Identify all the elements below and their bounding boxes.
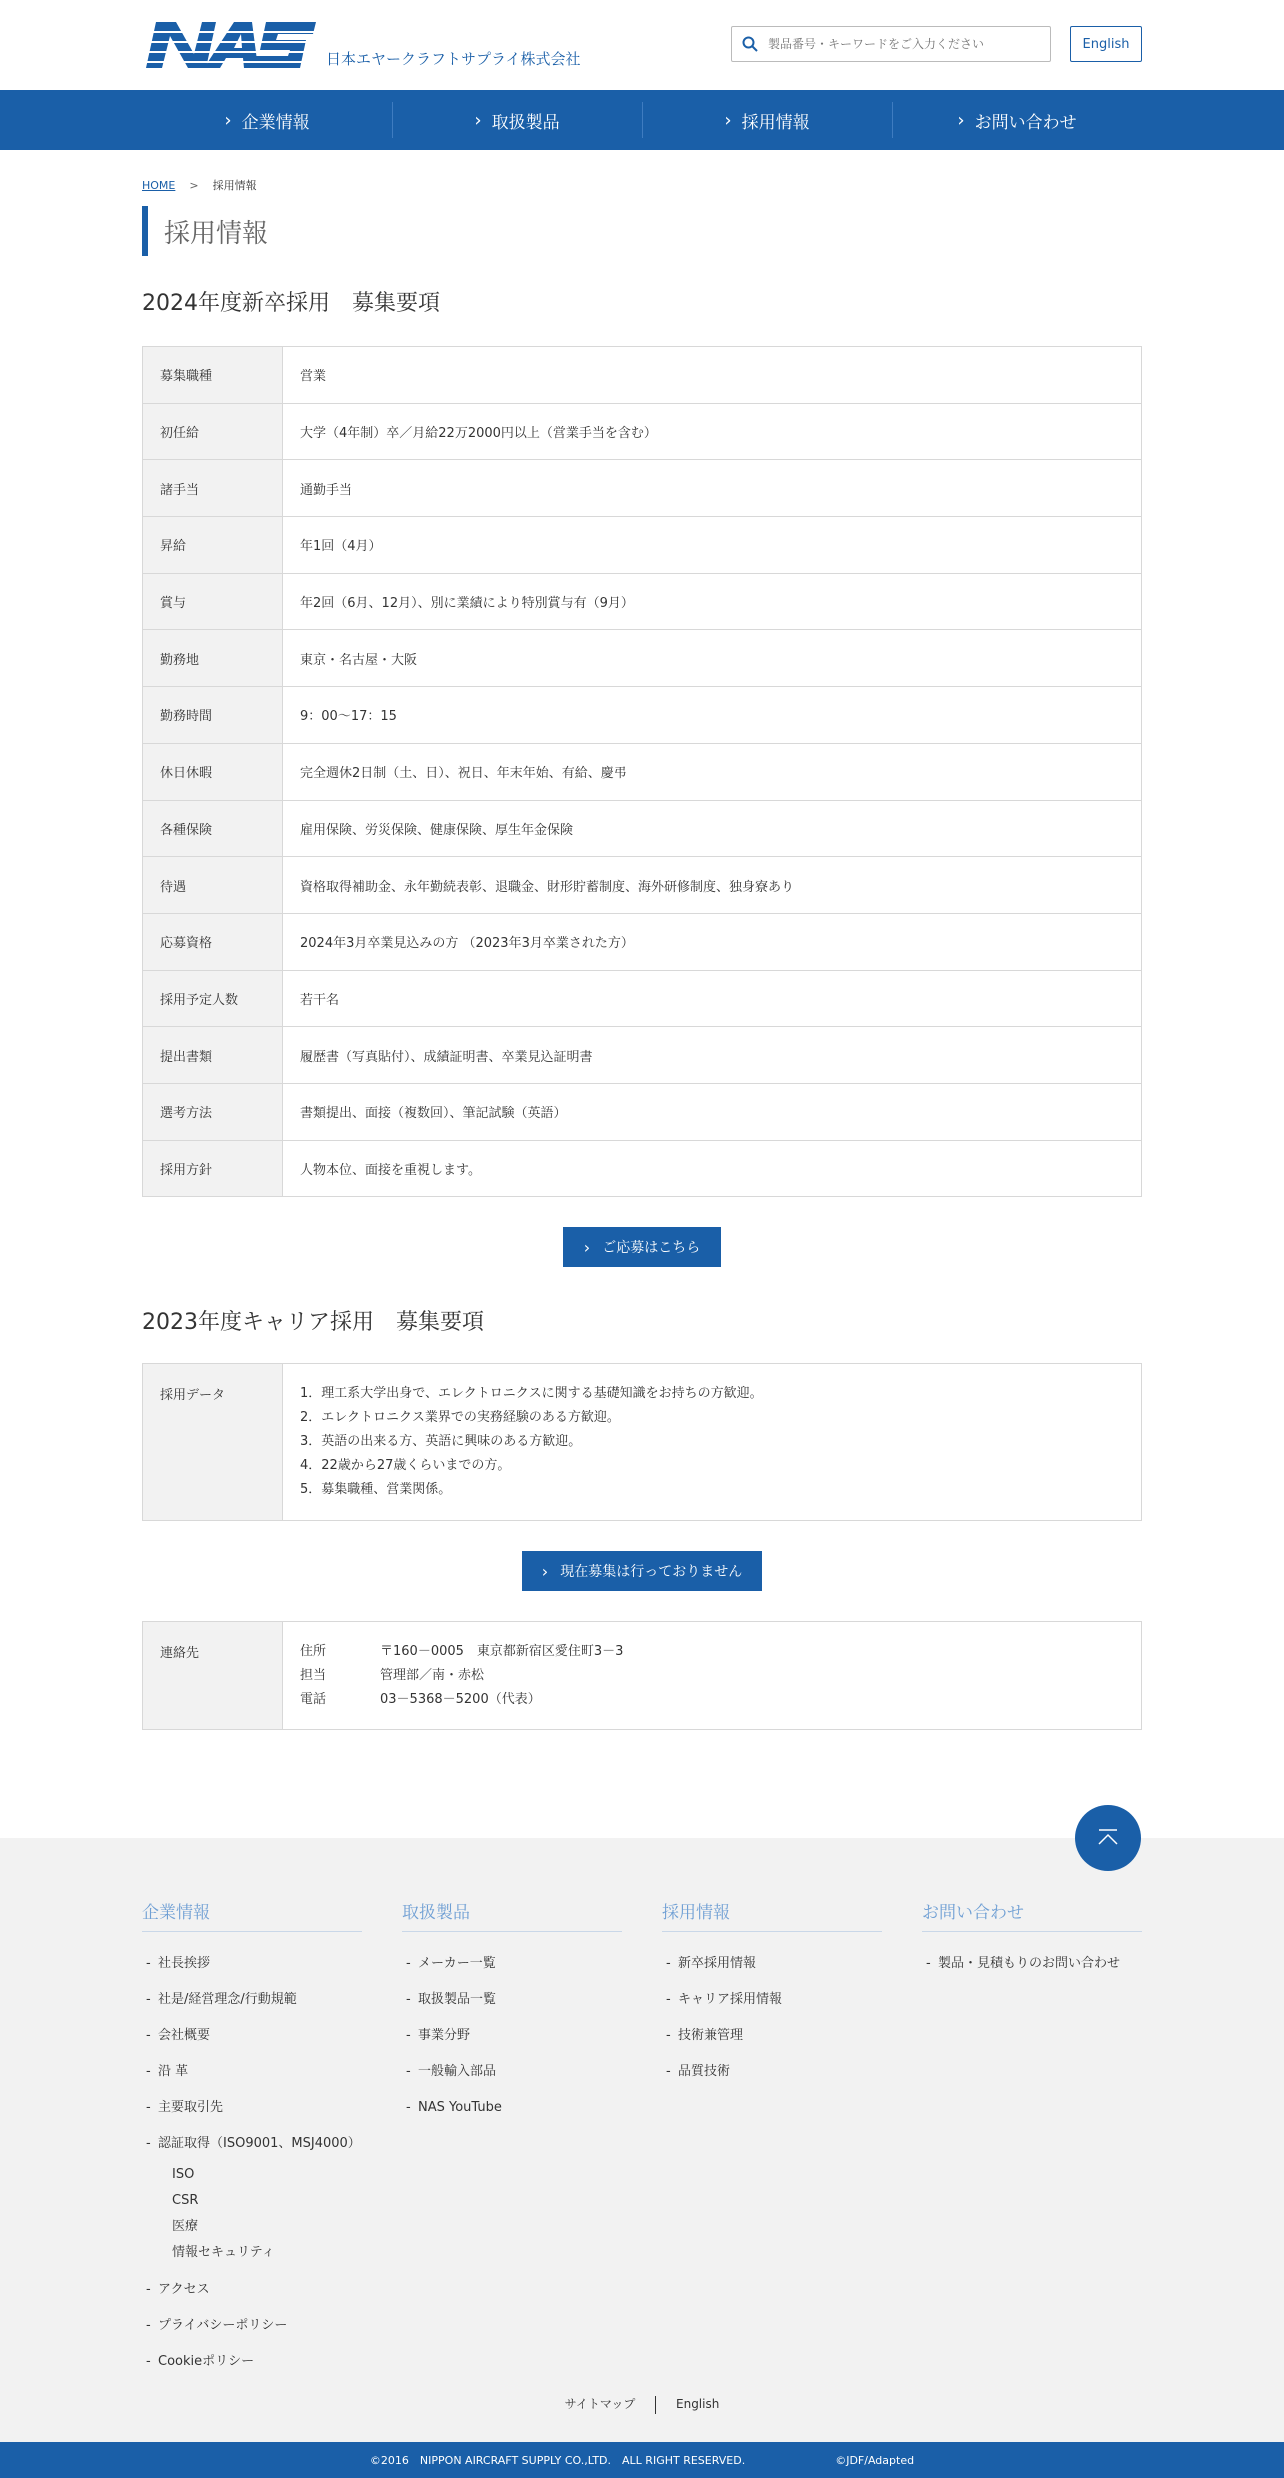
footer-link[interactable]: - 取扱製品一覧 (402, 1982, 622, 2018)
row-value: 営業 (283, 347, 1142, 404)
footer-bottom-links (0, 2395, 1284, 2414)
row-label: 勤務時間 (143, 687, 283, 744)
contact-label: 連絡先 (143, 1622, 283, 1730)
row-value: 資格取得補助金、永年勤続表彰、退職金、財形貯蓄制度、海外研修制度、独身寮あり (283, 857, 1142, 914)
nav-products[interactable] (392, 90, 642, 150)
chevron-right-icon: › (957, 109, 965, 131)
row-label: 諸手当 (143, 460, 283, 517)
list-item: 2．エレクトロニクス業界での実務経験のある方歓迎。 (300, 1410, 620, 1426)
copyright-text: ©2016 NIPPON AIRCRAFT SUPPLY CO.,LTD. ALL RIGHT RESERVED. (369, 2454, 746, 2467)
contact-details (283, 1622, 1142, 1730)
breadcrumb (142, 150, 1142, 200)
table-row (143, 460, 1142, 517)
footer-col-title[interactable]: お問い合わせ (922, 1898, 1142, 1932)
english-button[interactable]: English (1070, 26, 1142, 62)
chevron-right-icon: › (583, 1237, 591, 1257)
footer-col-products (402, 1898, 622, 2380)
table-row (143, 403, 1142, 460)
nav-label: お問い合わせ (974, 112, 1077, 133)
list-item: 4．22歳から27歳くらいまでの方。 (300, 1458, 511, 1474)
footer-link[interactable]: - 会社概要 (142, 2018, 362, 2054)
row-label: 採用方針 (143, 1140, 283, 1197)
career-data-list (283, 1364, 1142, 1521)
contact-value: 〒160－0005 東京都新宿区愛住町3－3 (380, 1644, 624, 1660)
table-row (143, 573, 1142, 630)
row-value: 東京・名古屋・大阪 (283, 630, 1142, 687)
footer-col-title[interactable]: 企業情報 (142, 1898, 362, 1932)
table-row (143, 630, 1142, 687)
chevron-right-icon: › (474, 109, 482, 131)
nas-logo-icon (142, 20, 318, 70)
breadcrumb-separator: > (189, 178, 199, 192)
row-label: 昇給 (143, 517, 283, 574)
footer-link[interactable]: - 主要取引先 (142, 2090, 362, 2126)
footer-link[interactable]: - 新卒採用情報 (662, 1946, 882, 1982)
row-value: 年2回（6月、12月）、別に業績により特別賞与有（9月） (283, 573, 1142, 630)
footer-col-recruit (662, 1898, 882, 2380)
copyright-bar (0, 2442, 1284, 2478)
breadcrumb-current: 採用情報 (212, 179, 257, 192)
row-label: 採用予定人数 (143, 970, 283, 1027)
footer-sublink[interactable]: ISO (172, 2167, 195, 2182)
table-row (143, 743, 1142, 800)
table-row (143, 970, 1142, 1027)
row-label: 賞与 (143, 573, 283, 630)
row-value: 若干名 (283, 970, 1142, 1027)
nav-label: 取扱製品 (491, 112, 560, 133)
footer-sublink[interactable]: CSR (172, 2193, 199, 2208)
list-item: 1．理工系大学出身で、エレクトロニクスに関する基礎知識をお持ちの方歓迎。 (300, 1386, 763, 1402)
footer-link[interactable]: - 品質技術 (662, 2054, 882, 2090)
nav-recruit[interactable] (642, 90, 892, 150)
contact-address (300, 1640, 1141, 1664)
divider (655, 2396, 656, 2414)
global-nav (0, 90, 1284, 150)
chevron-right-icon: › (224, 109, 232, 131)
footer-link[interactable]: - 事業分野 (402, 2018, 622, 2054)
search-box[interactable] (731, 26, 1051, 62)
no-recruitment-button[interactable] (522, 1551, 762, 1591)
contact-key: 住所 (300, 1644, 327, 1660)
career-title: 2023年度キャリア採用 募集要項 (142, 1310, 484, 1336)
table-row (143, 687, 1142, 744)
table-row (143, 913, 1142, 970)
search-icon[interactable] (732, 27, 768, 61)
row-label: 待遇 (143, 857, 283, 914)
site-logo[interactable] (142, 20, 581, 70)
table-row (143, 347, 1142, 404)
new-grad-table (142, 346, 1142, 1197)
footer-link[interactable]: - キャリア採用情報 (662, 1982, 882, 2018)
footer-link[interactable]: - メーカー一覧 (402, 1946, 622, 1982)
chevron-right-icon: › (724, 109, 732, 131)
contact-key: 電話 (300, 1692, 327, 1708)
contact-key: 担当 (300, 1668, 327, 1684)
row-label: 初任給 (143, 403, 283, 460)
footer-link[interactable]: - プライバシーポリシー (142, 2308, 362, 2344)
row-value: 通勤手当 (283, 460, 1142, 517)
chevron-up-icon (1095, 1828, 1121, 1848)
apply-button[interactable] (563, 1227, 721, 1267)
nav-company[interactable] (142, 90, 392, 150)
row-value: 履歴書（写真貼付）、成績証明書、卒業見込証明書 (283, 1027, 1142, 1084)
row-value: 年1回（4月） (283, 517, 1142, 574)
row-label: 提出書類 (143, 1027, 283, 1084)
footer-col-company (142, 1898, 362, 2380)
footer-sublink[interactable]: 情報セキュリティ (172, 2245, 275, 2260)
footer-col-title[interactable]: 採用情報 (662, 1898, 882, 1932)
list-item: 3．英語の出来る方、英語に興味のある方歓迎。 (300, 1434, 582, 1450)
site-footer (0, 1838, 1284, 2442)
site-header (0, 0, 1284, 90)
row-value: 2024年3月卒業見込みの方 （2023年3月卒業された方） (283, 913, 1142, 970)
sitemap-link[interactable]: サイトマップ (564, 2397, 636, 2411)
table-row (143, 857, 1142, 914)
footer-link[interactable]: - 社長挨拶 (142, 1946, 362, 1982)
new-grad-title: 2024年度新卒採用 募集要項 (142, 291, 440, 316)
footer-link[interactable]: - 一般輸入部品 (402, 2054, 622, 2090)
row-label: 休日休暇 (143, 743, 283, 800)
table-row (143, 517, 1142, 574)
nav-label: 採用情報 (741, 112, 810, 133)
company-name: 日本エヤークラフトサプライ株式会社 (326, 50, 581, 68)
contact-value: 管理部／南・赤松 (380, 1668, 485, 1684)
row-label: 各種保険 (143, 800, 283, 857)
nav-label: 企業情報 (241, 112, 310, 133)
footer-link[interactable]: - NAS YouTube (402, 2090, 622, 2126)
row-label: 応募資格 (143, 913, 283, 970)
row-label: 勤務地 (143, 630, 283, 687)
no-recruitment-label: 現在募集は行っておりません (560, 1564, 743, 1581)
credit-text: ©JDF/Adapted (835, 2453, 915, 2467)
row-value: 大学（4年制）卒／月給22万2000円以上（営業手当を含む） (283, 403, 1142, 460)
contact-phone (300, 1688, 1141, 1712)
table-row (143, 1140, 1142, 1197)
footer-link[interactable]: - 沿 革 (142, 2054, 362, 2090)
footer-link[interactable]: - Cookieポリシー (142, 2344, 362, 2380)
list-item: 5．募集職種、営業関係。 (300, 1482, 452, 1498)
contact-person (300, 1664, 1141, 1688)
table-row (143, 1027, 1142, 1084)
footer-english-link[interactable]: English (676, 2397, 720, 2411)
row-label: 選考方法 (143, 1083, 283, 1140)
row-label: 募集職種 (143, 347, 283, 404)
table-row (143, 800, 1142, 857)
table-row (143, 1083, 1142, 1140)
career-data-label: 採用データ (143, 1364, 283, 1521)
row-value: 書類提出、面接（複数回）、筆記試験（英語） (283, 1083, 1142, 1140)
nav-contact[interactable] (892, 90, 1142, 150)
footer-link[interactable]: - 製品・見積もりのお問い合わせ (922, 1946, 1142, 1982)
contact-value: 03－5368－5200（代表） (380, 1692, 541, 1708)
career-table (142, 1363, 1142, 1521)
search-input[interactable] (768, 37, 1038, 51)
contact-table (142, 1621, 1142, 1730)
row-value: 完全週休2日制（土、日）、祝日、年末年始、有給、慶弔 (283, 743, 1142, 800)
row-value: 9：00〜17：15 (283, 687, 1142, 744)
footer-col-title[interactable]: 取扱製品 (402, 1898, 622, 1932)
footer-sublink[interactable]: 医療 (172, 2219, 199, 2234)
page-top-button[interactable] (1075, 1805, 1141, 1871)
footer-link[interactable]: - 社是/経営理念/行動規範 (142, 1982, 362, 2018)
footer-link[interactable]: - アクセス (142, 2272, 362, 2308)
footer-col-contact (922, 1898, 1142, 2380)
breadcrumb-home[interactable]: HOME (142, 178, 176, 192)
page-title: 採用情報 (142, 206, 1142, 256)
apply-button-label: ご応募はこちら (602, 1240, 701, 1257)
footer-link[interactable]: - 技術兼管理 (662, 2018, 882, 2054)
main-content (142, 150, 1142, 1730)
footer-link[interactable]: - 認証取得（ISO9001、MSJ4000） (142, 2126, 362, 2162)
row-value: 人物本位、面接を重視します。 (283, 1140, 1142, 1197)
chevron-right-icon: › (541, 1561, 549, 1581)
row-value: 雇用保険、労災保険、健康保険、厚生年金保険 (283, 800, 1142, 857)
